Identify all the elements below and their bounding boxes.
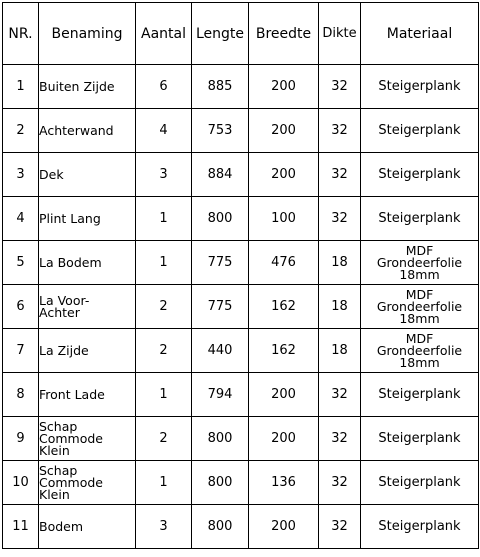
cell-materiaal — [361, 197, 479, 241]
cell-dikte: 18 — [319, 329, 361, 373]
cell-lengte: 885 — [192, 65, 249, 109]
cell-dikte: 32 — [319, 373, 361, 417]
cell-benaming — [39, 329, 136, 373]
cell-materiaal — [361, 241, 479, 285]
cell-dikte: 18 — [319, 241, 361, 285]
table-body — [3, 65, 479, 549]
cell-lengte: 800 — [192, 505, 249, 549]
table-row — [3, 65, 479, 109]
cell-nr: 10 — [3, 461, 39, 505]
cell-aantal: 2 — [136, 417, 192, 461]
cell-materiaal-line: Steigerplank — [378, 167, 461, 182]
cell-benaming-line: Bodem — [39, 518, 84, 534]
cell-aantal: 1 — [136, 461, 192, 505]
header-nr: NR. — [3, 3, 39, 65]
cell-breedte: 200 — [249, 373, 319, 417]
cell-aantal: 1 — [136, 241, 192, 285]
cell-aantal: 1 — [136, 197, 192, 241]
cell-lengte: 884 — [192, 153, 249, 197]
parts-table — [2, 2, 479, 549]
cell-materiaal-line: Grondeerfolie — [376, 342, 463, 358]
cell-materiaal-line: Steigerplank — [378, 519, 461, 534]
cell-benaming-line: Klein — [39, 486, 70, 502]
header-aantal: Aantal — [136, 3, 192, 65]
cell-benaming — [39, 285, 136, 329]
table-row — [3, 153, 479, 197]
cell-materiaal — [361, 461, 479, 505]
header-materiaal: Materiaal — [361, 3, 479, 65]
cell-lengte: 775 — [192, 241, 249, 285]
cell-benaming-line: Plint Lang — [39, 210, 101, 226]
cell-dikte: 32 — [319, 153, 361, 197]
table-row — [3, 197, 479, 241]
cell-materiaal-line: Steigerplank — [378, 387, 461, 402]
cell-materiaal-line: Steigerplank — [378, 431, 461, 446]
cell-benaming-line: Schap — [39, 462, 78, 478]
cell-lengte: 753 — [192, 109, 249, 153]
cell-benaming-line: Dek — [39, 166, 64, 182]
cell-breedte: 200 — [249, 65, 319, 109]
cell-nr: 2 — [3, 109, 39, 153]
table-row — [3, 373, 479, 417]
header-benaming: Benaming — [39, 3, 136, 65]
cell-benaming-line: Achter — [39, 304, 80, 320]
cell-aantal: 3 — [136, 505, 192, 549]
cell-breedte: 200 — [249, 109, 319, 153]
table-row — [3, 329, 479, 373]
cell-nr: 3 — [3, 153, 39, 197]
cell-materiaal — [361, 505, 479, 549]
cell-lengte: 440 — [192, 329, 249, 373]
cell-benaming-line: La Bodem — [39, 254, 102, 270]
cell-dikte: 32 — [319, 109, 361, 153]
cell-nr: 6 — [3, 285, 39, 329]
cell-materiaal — [361, 65, 479, 109]
cell-breedte: 200 — [249, 153, 319, 197]
cell-breedte: 200 — [249, 417, 319, 461]
cell-benaming-line: Schap — [39, 418, 78, 434]
header-lengte: Lengte — [192, 3, 249, 65]
cell-dikte: 32 — [319, 417, 361, 461]
header-dikte: Dikte — [319, 3, 361, 65]
table-row — [3, 461, 479, 505]
table-row — [3, 505, 479, 549]
cell-lengte: 800 — [192, 197, 249, 241]
cell-benaming — [39, 153, 136, 197]
cell-lengte: 800 — [192, 417, 249, 461]
cell-breedte: 162 — [249, 329, 319, 373]
cell-aantal: 1 — [136, 373, 192, 417]
cell-materiaal-line: Steigerplank — [378, 79, 461, 94]
cell-materiaal-line: Grondeerfolie — [376, 254, 463, 270]
cell-materiaal — [361, 285, 479, 329]
cell-dikte: 32 — [319, 505, 361, 549]
cell-materiaal — [361, 329, 479, 373]
cell-nr: 11 — [3, 505, 39, 549]
cell-aantal: 2 — [136, 329, 192, 373]
cell-benaming-line: La Zijde — [39, 342, 89, 358]
cell-benaming-line: Klein — [39, 442, 70, 458]
cell-materiaal-line: 18mm — [399, 310, 440, 326]
cell-materiaal — [361, 153, 479, 197]
cell-materiaal-line: Steigerplank — [378, 123, 461, 138]
table-row — [3, 109, 479, 153]
cell-benaming-line: Buiten Zijde — [39, 78, 115, 94]
cell-benaming — [39, 109, 136, 153]
cell-lengte: 775 — [192, 285, 249, 329]
cell-dikte: 32 — [319, 65, 361, 109]
cell-benaming — [39, 373, 136, 417]
cell-benaming — [39, 417, 136, 461]
cell-materiaal-line: 18mm — [399, 354, 440, 370]
cell-lengte: 800 — [192, 461, 249, 505]
cell-nr: 1 — [3, 65, 39, 109]
cell-dikte: 32 — [319, 197, 361, 241]
cell-breedte: 162 — [249, 285, 319, 329]
cell-benaming — [39, 197, 136, 241]
cell-aantal: 4 — [136, 109, 192, 153]
cell-materiaal — [361, 417, 479, 461]
cell-nr: 4 — [3, 197, 39, 241]
cell-nr: 7 — [3, 329, 39, 373]
table-row — [3, 285, 479, 329]
cell-breedte: 200 — [249, 505, 319, 549]
cell-aantal: 6 — [136, 65, 192, 109]
cell-nr: 8 — [3, 373, 39, 417]
cell-benaming-line: Achterwand — [39, 122, 114, 138]
cell-breedte: 100 — [249, 197, 319, 241]
cell-dikte: 18 — [319, 285, 361, 329]
table-row — [3, 417, 479, 461]
cell-benaming-line: Commode — [39, 474, 104, 490]
cell-materiaal-line: MDF — [405, 286, 434, 302]
cell-nr: 9 — [3, 417, 39, 461]
cell-benaming — [39, 241, 136, 285]
cell-benaming — [39, 505, 136, 549]
cell-materiaal-line: Steigerplank — [378, 211, 461, 226]
cell-breedte: 476 — [249, 241, 319, 285]
cell-benaming — [39, 65, 136, 109]
cell-materiaal — [361, 109, 479, 153]
cell-materiaal-line: Steigerplank — [378, 475, 461, 490]
header-row — [3, 3, 479, 65]
cell-lengte: 794 — [192, 373, 249, 417]
cell-benaming-line: Front Lade — [39, 386, 105, 402]
table-row — [3, 241, 479, 285]
cell-dikte: 32 — [319, 461, 361, 505]
cell-materiaal-line: Grondeerfolie — [376, 298, 463, 314]
cell-materiaal-line: MDF — [405, 330, 434, 346]
cell-benaming — [39, 461, 136, 505]
cell-aantal: 3 — [136, 153, 192, 197]
cell-materiaal-line: MDF — [405, 242, 434, 258]
cell-benaming-line: Commode — [39, 430, 104, 446]
cell-benaming-line: La Voor- — [39, 292, 90, 308]
cell-nr: 5 — [3, 241, 39, 285]
header-breedte: Breedte — [249, 3, 319, 65]
cell-breedte: 136 — [249, 461, 319, 505]
cell-aantal: 2 — [136, 285, 192, 329]
cell-materiaal-line: 18mm — [399, 266, 440, 282]
cell-materiaal — [361, 373, 479, 417]
